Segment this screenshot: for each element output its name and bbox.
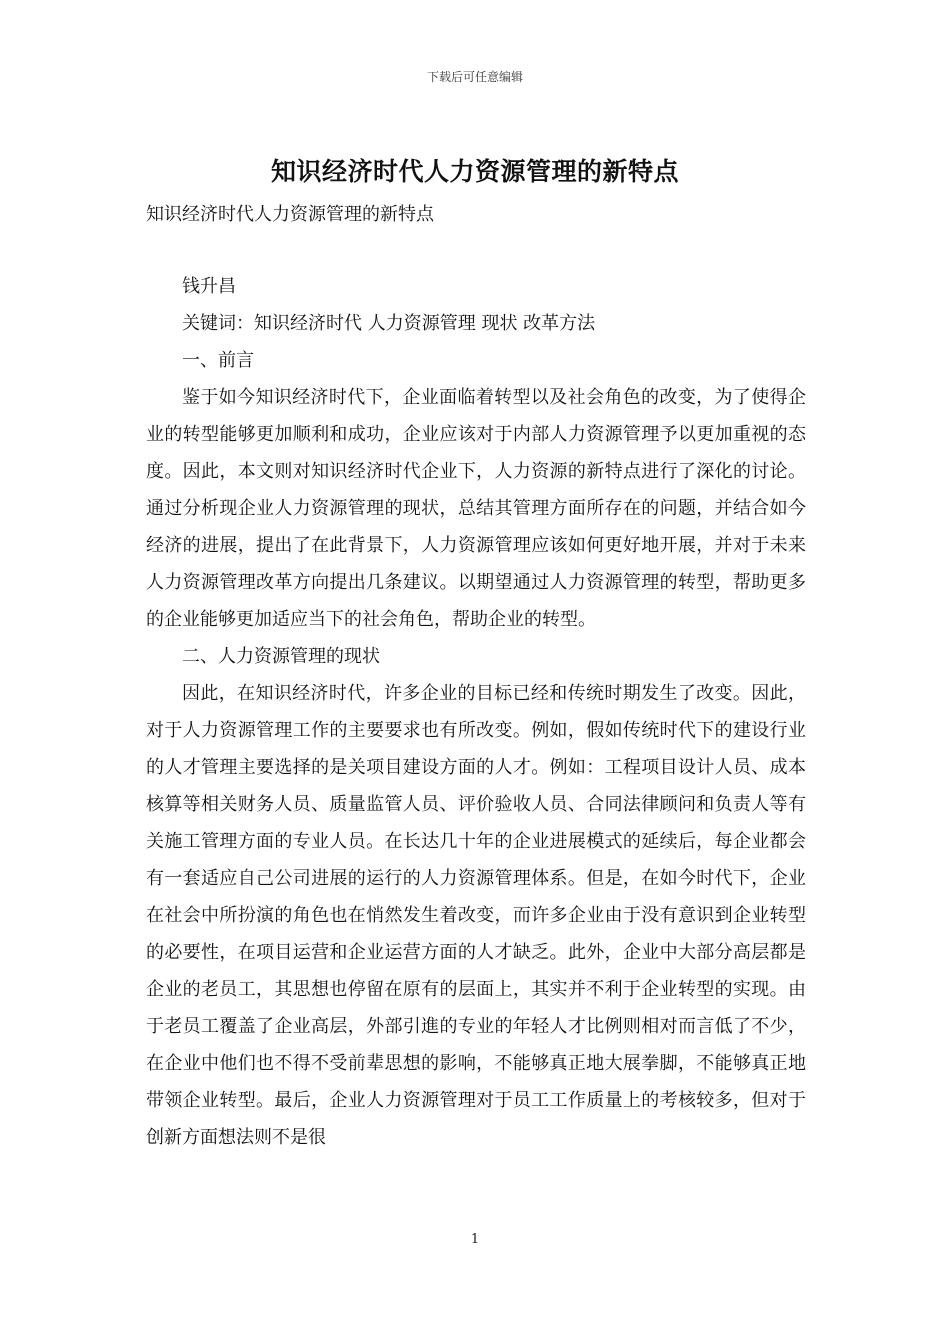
header-note: 下载后可任意编辑 [426, 70, 523, 84]
paragraph-status: 因此，在知识经济时代，许多企业的目标已经和传统时期发生了改变。因此，对于人力资源管理工作的主要要求也有所改变。例如，假如传统时代下的建设行业的人才管理主要选择的是关项目建设方面的人才。例如：工程项目设计人员、成本核算等相关财务人员、质量监管人员、评价验收人员、合同法律顾问和负责人等有关施工管理方面的专业人员。在长达几十年的企业进展模式的延续后，每企业都会有一套适应自己公司进展的运行的人力资源管理体系。但是，在如今时代下，企业在社会中所扮演的角色也在悄然发生着改变，而许多企业由于没有意识到企业转型的必要性，在项目运营和企业运营方面的人才缺乏。此外，企业中大部分高层都是企业的老员工，其思想也停留在原有的层面上，其实并不利于企业转型的实现。由于老员工覆盖了企业高层，外部引進的专业的年轻人才比例则相对而言低了不少，在企业中他们也不得不受前辈思想的影响，不能够真正地大展拳脚，不能够真正地带领企业转型。最后，企业人力资源管理对于员工工作质量上的考核较多，但对于创新方面想法则不是很 [146, 683, 806, 1148]
document-subtitle: 知识经济时代人力资源管理的新特点 [146, 204, 434, 225]
document-body [146, 268, 806, 1156]
keywords-line: 关键词：知识经济时代 人力资源管理 现状 改革方法 [182, 313, 596, 334]
document-title: 知识经济时代人力资源管理的新特点 [270, 157, 679, 186]
author-line: 钱升昌 [182, 276, 236, 297]
section-heading-preface: 一、前言 [182, 350, 254, 371]
page-number: 1 [470, 1232, 480, 1247]
section-heading-status: 二、人力资源管理的现状 [182, 646, 380, 667]
paragraph-preface: 鉴于如今知识经济时代下，企业面临着转型以及社会角色的改变，为了使得企业的转型能够更加顺利和成功，企业应该对于内部人力资源管理予以更加重视的态度。因此，本文则对知识经济时代企业下，人力资源的新特点进行了深化的讨论。通过分析现企业人力资源管理的现状，总结其管理方面所存在的问题，并结合如今经济的进展，提出了在此背景下，人力资源管理应该如何更好地开展，并对于未来人力资源管理改革方向提出几条建议。以期望通过人力资源管理的转型，帮助更多的企业能够更加适应当下的社会角色，帮助企业的转型。 [146, 387, 806, 630]
